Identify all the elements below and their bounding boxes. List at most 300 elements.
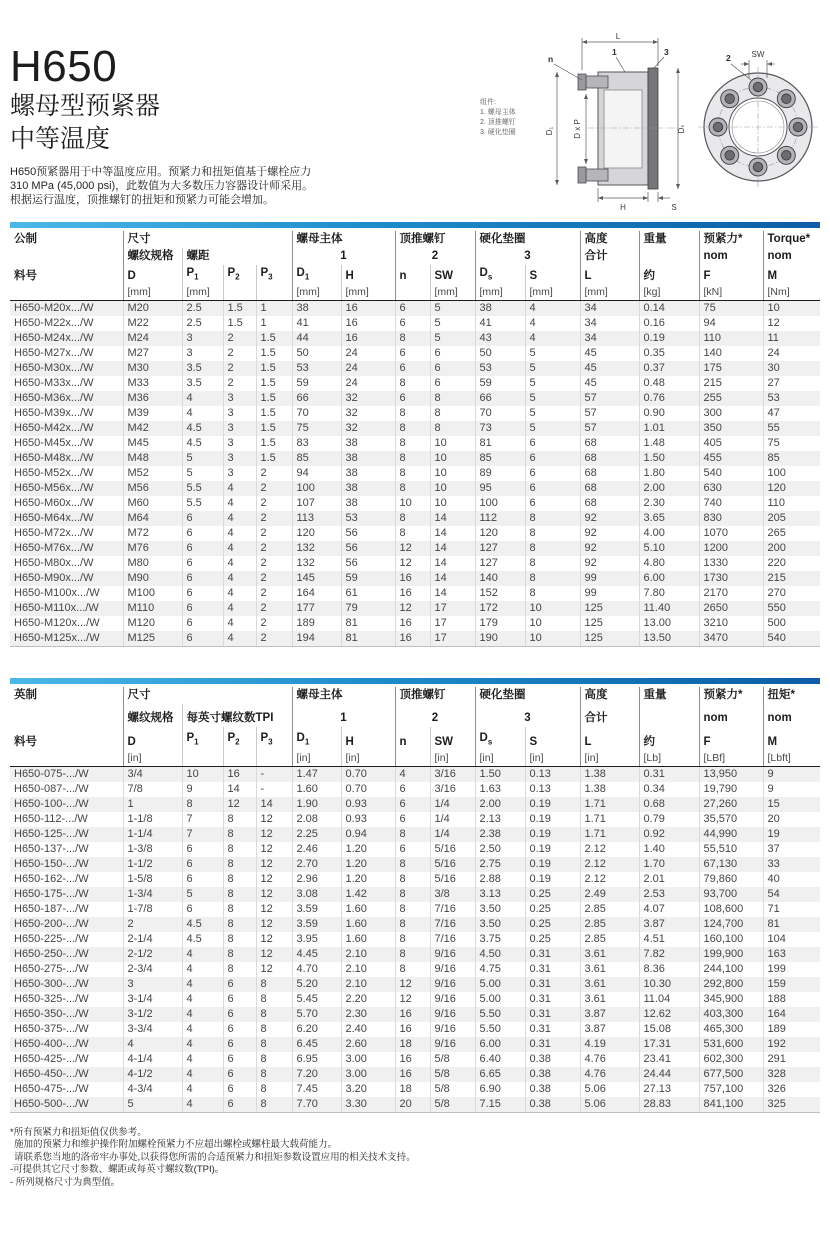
table-cell: 12	[256, 902, 292, 917]
table-cell: 3-1/2	[123, 1007, 182, 1022]
table-row	[10, 1067, 820, 1082]
table-cell: 16	[395, 1067, 430, 1082]
table-row	[10, 436, 820, 451]
dim-label-S: S	[671, 203, 677, 212]
table-cell: 4	[223, 616, 256, 631]
table-cell: 140	[699, 346, 763, 361]
table-row	[10, 526, 820, 541]
table-cell: 19,790	[699, 782, 763, 797]
table-cell: 4.5	[182, 436, 223, 451]
table-cell: 5.06	[580, 1097, 639, 1113]
table-cell: 5.10	[639, 541, 699, 556]
table-cell: 740	[699, 496, 763, 511]
table-cell: 4.70	[292, 962, 341, 977]
table-cell: 0.37	[639, 361, 699, 376]
table-cell: 1-1/2	[123, 857, 182, 872]
table-cell: 9/16	[430, 1007, 475, 1022]
table-cell: 8	[256, 1037, 292, 1052]
table-cell: 37	[763, 842, 820, 857]
table-cell: 100	[475, 496, 525, 511]
table-cell: 8	[395, 451, 430, 466]
table-cell: 8	[223, 842, 256, 857]
part-number-cell: H650-M125x.../W	[10, 631, 123, 647]
table-cell: 2.01	[639, 872, 699, 887]
table-cell: 2.85	[580, 917, 639, 932]
table-cell: 757,100	[699, 1082, 763, 1097]
table-cell: 1.48	[639, 436, 699, 451]
table-cell: 0.93	[341, 812, 395, 827]
table-cell: 9/16	[430, 1037, 475, 1052]
table-cell: 15.08	[639, 1022, 699, 1037]
table-cell: 6	[395, 842, 430, 857]
table-cell: 8	[395, 406, 430, 421]
table-cell: 7.15	[475, 1097, 525, 1113]
callout-1: 1	[612, 47, 617, 57]
table-cell: 0.25	[525, 917, 580, 932]
header-cell: [in]	[292, 751, 341, 767]
table-cell: 4	[182, 1067, 223, 1082]
table-cell: 112	[475, 511, 525, 526]
table-cell: 94	[292, 466, 341, 481]
table-cell: 2.5	[182, 316, 223, 331]
table-cell: 159	[763, 977, 820, 992]
header-cell: $D_1$	[292, 727, 341, 750]
header-cell: 每英寸螺纹数TPI	[182, 704, 292, 727]
table-cell: 24	[341, 361, 395, 376]
table-cell: 0.14	[639, 301, 699, 317]
table-cell: 12	[256, 827, 292, 842]
table-cell: 188	[763, 992, 820, 1007]
header-cell: [in]	[475, 751, 525, 767]
table-row	[10, 316, 820, 331]
table-cell: 92	[580, 556, 639, 571]
table-cell: 1.80	[639, 466, 699, 481]
table-cell: 0.35	[639, 346, 699, 361]
table-cell: M52	[123, 466, 182, 481]
table-cell: 73	[475, 421, 525, 436]
table-cell: 16	[395, 586, 430, 601]
table-cell: 8	[182, 797, 223, 812]
table-cell: 12	[395, 977, 430, 992]
table-cell: 5.50	[475, 1007, 525, 1022]
table-cell: 0.19	[525, 857, 580, 872]
table-cell: 2.10	[341, 947, 395, 962]
header-cell: 约	[639, 265, 699, 285]
table-cell: 66	[475, 391, 525, 406]
table-cell: 1.60	[292, 782, 341, 797]
dim-label-SW: SW	[751, 50, 765, 59]
part-number-cell: H650-M30x.../W	[14, 362, 94, 375]
table-cell: 8	[395, 872, 430, 887]
table-cell: 1-3/4	[123, 887, 182, 902]
header-cell: [mm]	[580, 285, 639, 301]
part-number-cell: H650-350-.../W	[14, 1007, 89, 1020]
table-cell: 45	[580, 346, 639, 361]
table-cell: 1.5	[256, 346, 292, 361]
table-cell: 1.5	[223, 316, 256, 331]
part-number-cell: H650-M72x.../W	[14, 527, 94, 540]
table-cell: 0.31	[525, 992, 580, 1007]
table-cell: 1.5	[256, 391, 292, 406]
table-cell: 40	[763, 872, 820, 887]
table-cell: 0.38	[525, 1082, 580, 1097]
table-cell: 94	[699, 316, 763, 331]
part-number-cell: H650-M60x.../W	[14, 497, 94, 510]
table-cell: 4	[182, 962, 223, 977]
table-cell: M33	[123, 376, 182, 391]
table-cell: 4.5	[182, 421, 223, 436]
table-cell: 4.45	[292, 947, 341, 962]
table-cell: 6.00	[639, 571, 699, 586]
header-cell: nom	[763, 248, 820, 265]
table-cell: 0.90	[639, 406, 699, 421]
metric-table-head	[10, 231, 820, 301]
table-cell: 38	[341, 481, 395, 496]
table-cell: 8	[395, 376, 430, 391]
part-number-cell: H650-275-.../W	[14, 962, 89, 975]
table-cell: 8	[223, 827, 256, 842]
table-cell: 16	[395, 1007, 430, 1022]
table-cell: 6	[223, 1082, 256, 1097]
part-number-cell: H650-450-.../W	[14, 1067, 89, 1080]
table-cell: 71	[763, 902, 820, 917]
table-cell: 18	[395, 1037, 430, 1052]
table-cell: 23.41	[639, 1052, 699, 1067]
table-cell: 345,900	[699, 992, 763, 1007]
table-cell: 4.5	[182, 932, 223, 947]
table-row	[10, 1097, 820, 1113]
table-cell: 350	[699, 421, 763, 436]
table-cell: 1.5	[256, 361, 292, 376]
header-row	[10, 727, 820, 750]
part-number-cell: H650-M76x.../W	[14, 542, 94, 555]
table-cell: 57	[580, 421, 639, 436]
table-cell: 2.08	[292, 812, 341, 827]
table-cell: 6	[182, 541, 223, 556]
table-cell: 10	[430, 466, 475, 481]
table-cell: 2	[256, 511, 292, 526]
table-cell: 8	[395, 932, 430, 947]
table-cell: 1/4	[430, 797, 475, 812]
table-cell: 2	[123, 917, 182, 932]
table-cell: 265	[763, 526, 820, 541]
table-cell: 13.00	[639, 616, 699, 631]
table-cell: 16	[341, 316, 395, 331]
table-cell: 6	[395, 346, 430, 361]
table-cell: 1200	[699, 541, 763, 556]
table-cell: 1.71	[580, 827, 639, 842]
table-cell: 7.80	[639, 586, 699, 601]
table-cell: 3	[182, 346, 223, 361]
table-cell: 2.38	[475, 827, 525, 842]
table-cell: 6	[223, 1022, 256, 1037]
table-cell: 189	[292, 616, 341, 631]
table-cell: 3.87	[639, 917, 699, 932]
table-cell: 9/16	[430, 977, 475, 992]
part-number-cell: H650-M42x.../W	[14, 422, 94, 435]
imperial-accent-band	[10, 678, 820, 684]
table-cell: 127	[475, 556, 525, 571]
table-cell: 3	[223, 391, 256, 406]
table-cell: 24	[341, 376, 395, 391]
header-cell: 螺纹规格	[123, 704, 182, 727]
table-cell: 194	[292, 631, 341, 647]
table-cell: 8	[256, 1022, 292, 1037]
table-cell: 2	[256, 571, 292, 586]
table-cell: 3/8	[430, 887, 475, 902]
table-cell: 1-3/8	[123, 842, 182, 857]
table-cell: 8	[525, 556, 580, 571]
table-cell: 2-3/4	[123, 962, 182, 977]
header-row	[10, 265, 820, 285]
part-number-cell: H650-200-.../W	[14, 917, 89, 930]
table-cell: 113	[292, 511, 341, 526]
table-cell: 325	[763, 1097, 820, 1113]
header-cell	[395, 751, 430, 767]
table-cell: 5/8	[430, 1067, 475, 1082]
table-cell: 2	[256, 601, 292, 616]
table-cell: 0.48	[639, 376, 699, 391]
table-cell: 8	[395, 917, 430, 932]
table-cell: 531,600	[699, 1037, 763, 1052]
table-cell: 12	[223, 797, 256, 812]
table-cell: 13.50	[639, 631, 699, 647]
table-cell: 0.25	[525, 932, 580, 947]
table-row	[10, 842, 820, 857]
table-cell: 5	[525, 361, 580, 376]
table-cell: 200	[763, 541, 820, 556]
table-cell: 68	[580, 466, 639, 481]
page-header	[10, 0, 820, 222]
table-cell: 8	[395, 962, 430, 977]
table-cell: 4	[182, 391, 223, 406]
table-cell: 3-3/4	[123, 1022, 182, 1037]
table-cell: 3-1/4	[123, 992, 182, 1007]
header-cell: M	[763, 727, 820, 750]
table-cell: 44,990	[699, 827, 763, 842]
table-cell: M110	[123, 601, 182, 616]
table-cell: 6	[223, 1052, 256, 1067]
table-cell: 2.50	[475, 842, 525, 857]
table-cell: 30	[763, 361, 820, 376]
header-cell: [mm]	[123, 285, 182, 301]
table-cell: M48	[123, 451, 182, 466]
part-number-cell: H650-M20x.../W	[14, 302, 94, 315]
table-cell: 4	[182, 947, 223, 962]
header-cell: [Lbft]	[763, 751, 820, 767]
header-row	[10, 285, 820, 301]
table-cell: 2.85	[580, 932, 639, 947]
table-cell: 2.85	[580, 902, 639, 917]
table-cell: 0.31	[525, 977, 580, 992]
table-cell: 12	[256, 932, 292, 947]
table-cell: 3.13	[475, 887, 525, 902]
table-cell: 8	[395, 466, 430, 481]
table-cell: 2	[223, 376, 256, 391]
part-number-cell: H650-M56x.../W	[14, 482, 94, 495]
header-cell: [mm]	[341, 285, 395, 301]
table-cell: 110	[699, 331, 763, 346]
table-cell: -	[256, 782, 292, 797]
table-cell: 244,100	[699, 962, 763, 977]
table-row	[10, 962, 820, 977]
table-cell: 0.94	[341, 827, 395, 842]
table-cell: 1-1/4	[123, 827, 182, 842]
header-cell: 扭矩*	[763, 687, 820, 704]
header-cell	[639, 704, 699, 727]
table-cell: 6	[223, 977, 256, 992]
table-cell: 1.5	[223, 301, 256, 317]
table-cell: 110	[763, 496, 820, 511]
table-row	[10, 601, 820, 616]
header-cell: [LBf]	[699, 751, 763, 767]
table-cell: 0.38	[525, 1067, 580, 1082]
table-cell: 1.5	[256, 421, 292, 436]
table-cell: 16	[395, 616, 430, 631]
table-cell: M45	[123, 436, 182, 451]
table-cell: 0.25	[525, 902, 580, 917]
header-cell	[10, 751, 123, 767]
table-cell: 4	[182, 1082, 223, 1097]
table-cell: 8	[223, 917, 256, 932]
table-cell: 14	[430, 586, 475, 601]
table-cell: 68	[580, 496, 639, 511]
table-cell: 47	[763, 406, 820, 421]
table-cell: 81	[475, 436, 525, 451]
table-cell: 4.76	[580, 1052, 639, 1067]
table-cell: 8	[525, 586, 580, 601]
table-cell: 6	[525, 466, 580, 481]
header-cell: [mm]	[182, 285, 223, 301]
header-cell: S	[525, 727, 580, 750]
table-cell: M80	[123, 556, 182, 571]
header-cell: n	[395, 727, 430, 750]
table-cell: 79	[341, 601, 395, 616]
header-cell: 重量	[639, 231, 699, 248]
header-cell: $P_1$	[182, 265, 223, 285]
table-cell: 38	[475, 301, 525, 317]
table-cell: 2.30	[341, 1007, 395, 1022]
table-cell: 1-1/8	[123, 812, 182, 827]
table-cell: 2-1/2	[123, 947, 182, 962]
table-cell: 8	[395, 421, 430, 436]
table-cell: 68	[580, 481, 639, 496]
table-cell: 4	[223, 556, 256, 571]
table-cell: 4	[123, 1037, 182, 1052]
header-cell: $P_2$	[223, 265, 256, 285]
table-cell: 5.00	[475, 977, 525, 992]
table-cell: 16	[223, 766, 256, 782]
table-cell: 3/16	[430, 782, 475, 797]
table-cell: 0.68	[639, 797, 699, 812]
part-number-cell: H650-475-.../W	[14, 1082, 89, 1095]
table-cell: 3.08	[292, 887, 341, 902]
table-cell: 175	[699, 361, 763, 376]
table-cell: 0.92	[639, 827, 699, 842]
table-row	[10, 511, 820, 526]
part-number-cell: H650-500-.../W	[10, 1097, 123, 1113]
table-cell: 0.13	[525, 782, 580, 797]
table-cell: 7.45	[292, 1082, 341, 1097]
table-cell: 6	[182, 511, 223, 526]
table-cell: 32	[341, 421, 395, 436]
header-cell: 螺纹规格	[123, 248, 182, 265]
table-cell: 5	[525, 346, 580, 361]
table-cell: 2.88	[475, 872, 525, 887]
table-cell: 2	[223, 331, 256, 346]
table-cell: 2.30	[639, 496, 699, 511]
header-cell: $D_s$	[475, 727, 525, 750]
table-cell: 8	[223, 932, 256, 947]
table-cell: 6	[223, 1007, 256, 1022]
table-cell: 2.00	[475, 797, 525, 812]
table-cell: 45	[580, 376, 639, 391]
table-cell: 0.93	[341, 797, 395, 812]
table-cell: 6.20	[292, 1022, 341, 1037]
callout-3: 3	[664, 47, 669, 57]
table-cell: 2.12	[580, 857, 639, 872]
table-cell: 70	[292, 406, 341, 421]
table-cell: 32	[341, 406, 395, 421]
table-cell: 2	[256, 526, 292, 541]
header-cell: 合计	[580, 704, 639, 727]
table-cell: 2.00	[639, 481, 699, 496]
table-cell: 10	[525, 601, 580, 616]
table-cell: 2650	[699, 601, 763, 616]
table-cell: 0.19	[639, 331, 699, 346]
table-row	[10, 451, 820, 466]
table-cell: 4	[223, 481, 256, 496]
table-cell: 3.30	[341, 1097, 395, 1113]
table-cell: 127	[475, 541, 525, 556]
table-cell: 4.5	[182, 917, 223, 932]
table-cell: 6	[430, 346, 475, 361]
table-cell: 8	[256, 1082, 292, 1097]
table-cell: 220	[763, 556, 820, 571]
table-cell: 3.75	[475, 932, 525, 947]
table-cell: 4	[525, 301, 580, 317]
table-cell: 8	[525, 541, 580, 556]
part-number-cell: H650-M110x.../W	[14, 602, 99, 615]
table-cell: 6	[182, 857, 223, 872]
table-cell: 38	[341, 466, 395, 481]
table-cell: 0.31	[525, 962, 580, 977]
table-row	[10, 496, 820, 511]
table-cell: 3.00	[341, 1067, 395, 1082]
table-cell: 7	[182, 827, 223, 842]
table-row	[10, 812, 820, 827]
table-cell: 1.20	[341, 857, 395, 872]
product-subtitle-temp: 中等温度	[10, 125, 111, 153]
table-cell: 4.80	[639, 556, 699, 571]
table-cell: 1	[256, 301, 292, 317]
table-row	[10, 1082, 820, 1097]
table-cell: 34	[580, 316, 639, 331]
table-cell: 177	[292, 601, 341, 616]
table-cell: 81	[341, 631, 395, 647]
table-cell: 4	[182, 1007, 223, 1022]
header-cell: H	[341, 265, 395, 285]
table-cell: 6	[182, 556, 223, 571]
header-cell: D	[123, 727, 182, 750]
table-cell: 12	[763, 316, 820, 331]
table-cell: 3.87	[580, 1007, 639, 1022]
header-cell: M	[763, 265, 820, 285]
table-cell: 164	[763, 1007, 820, 1022]
table-cell: 3	[182, 331, 223, 346]
table-cell: 6	[395, 782, 430, 797]
header-cell	[223, 751, 256, 767]
